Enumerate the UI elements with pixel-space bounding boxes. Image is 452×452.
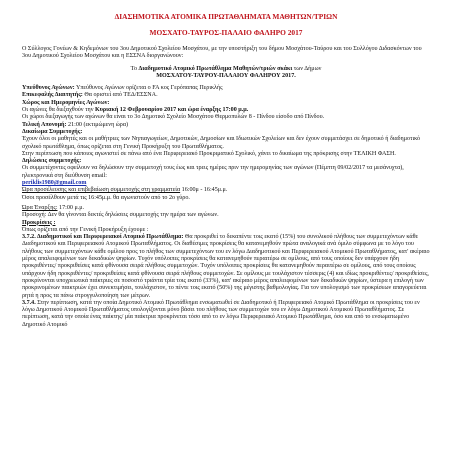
arbiter-line: Επικεφαλής Διαιτητής: Θα οριστεί από ΤΕΔ/ΕΣΣΝΑ. [22,92,158,99]
venue-heading: Χώρος και Ημερομηνίες Αγώνων: [22,99,110,106]
eligibility-text: Έχουν όλοι οι μαθητές και οι μαθήτριες των Νηπιαγωγείων, Δημοτικών, Δημοσίων και Ιδιωτικών Σχολείων και δεν έχουν συμμετάσχει σε δημοτικό ή διαδημοτικό σχολικό πρωτάθλημα, όπως ορίζεται στη Γενική Προκήρυξη του Πρωταθλήματος. [22,136,421,150]
start-time-line: Ώρα Έναρξης: 17:00 μ.μ. [22,204,85,211]
championship-municipalities: ΜΟΣΧΑΤΟΥ-ΤΑΥΡΟΥ-ΠΑΛΑΙΟΥ ΦΑΛΗΡΟΥ 2017. [156,72,296,79]
eligibility-note: Στην περίπτωση που κάποιος αγωνιστεί σε πάνω από ένα Περιφερειακό Προκριματικό Σχολικό, χάνει το δικαίωμα της πρόκρισης στην ΤΕΛΙΚΗ ΦΑΣΗ. [22,150,396,157]
championship-heading: Το Διαδημοτικό Ατομικό Πρωτάθλημα Μαθητών/τριών σκάκι των Δήμων [130,65,322,72]
eligibility-heading: Δικαίωμα Συμμετοχής: [22,128,83,135]
document-subtitle: ΜΟΣΧΑΤΟ-ΤΑΥΡΟΣ-ΠΑΛΑΙΟ ΦΑΛΗΡΟ 2017 [149,28,303,37]
registration-heading: Δηλώσεις συμμετοχής: [22,158,82,165]
email-line [22,180,430,187]
warning-note: Προσοχή: Δεν θα γίνονται δεκτές δηλώσεις συμμετοχής την ημέρα των αγώνων. [22,212,219,219]
email-link[interactable]: periklis1980@gmail.com [22,180,87,187]
section-372: 3.7.2. Διαδημοτικοί και Περιφερειακοί Ατομικό Πρωτάθλημα: Θα προκριθεί το δεκαπέντε τοις εκατό (15%) του συνολικού πλήθους των συμμετεχόντων κάθε Διαδημοτικού και Περιφερειακού Ατομικού Πρωταθλήματος. Οι διαθέσιμες προκρίσεις θα κατανεμηθούν πρώτα αναλογικά ανά όμιλο σύμφωνα με το λόγο του πλήθους των συμμετεχόντων κάθε ομίλου προς το πλήθος των συμμετεχόντων του εν λόγω Διαδημοτικού και Περιφερειακού Ατομικού Πρωταθλήματος, κατ' ακέραιο μέρος απαλειφομένων των δεκαδικών ψηφίων. Τυχόν υπόλοιπες προκρίσεις θα κατανεμηθούν περαιτέρω σε ομίλους, από τους οποίους δεν υπάρχουν ήδη προκριθέντες/ προκριθείσες κατά φθίνουσα σειρά πλήθους συμμετοχών. Τυχόν υπόλοιπες προκρίσεις θα κατανεμηθούν περαιτέρω σε ομίλους, από τους οποίους υπάρχουν ήδη προκριθέντες/ προκριθείσες κατά φθίνουσα σειρά πλήθους συμμετοχών. Σε ομίλους με τουλάχιστον τέσσερις (4) και ιδίως προκριθέντες/ προκριθείσες, προκρίνονται υποχρεωτικά παίκτριες σε ποσοστό τριάντα τρία τοις εκατό (33%), κατ' ακέραιο μέρος απαλειφομένων των δεκαδικών ψηφίων, ύστερα η επιλογή των προκρινομένων παικτριών έχει συνεκτιμήσει, τουλάχιστον, το πέντε τοις εκατό (50%) της μέγιστης βαθμολογίας. Για τον υπολογισμό των προκρίσεων απαγορεύεται ρητά η προς τα πάνω στρογγυλοποίηση των μέτρων. [22,234,430,299]
arrival-line: Ώρα προσέλευσης και επιβεβαίωση συμμετοχής στη γραμματεία 16:00μ - 16:45μ.μ. [22,187,228,194]
venue-location: Οι χώροι διεξαγωγής των αγώνων θα είναι το 3ο Δημοτικό Σχολείο Μοσχάτου Θερμοπυλών 8 - Πίνδου είσοδο από Πίνδου. [22,114,325,121]
award-line: Τελική Απονομή: 21:00 (εκτιμώμενη ώρα) [22,121,129,128]
qualifications-intro: Όπως ορίζεται από την Γενική Προκήρυξη έχουμε : [22,226,149,233]
registration-text: Οι συμμετέχοντες οφείλουν να δηλώσουν την συμμετοχή τους έως και τρεις ημέρες πριν την ημερομηνίας των αγώνων (Πέμπτη 09/02/2017 τα μεσάνυχτα), ηλεκτρονικά στη διεύθυνση email: [22,165,404,179]
document-title: ΔΙΑΣΗΜΟΤΙΚΑ ΑΤΟΜΙΚΑ ΠΡΩΤΑΘΛΗΜΑΤΑ ΜΑΘΗΤΩΝ/ΤΡΙΩΝ [114,12,338,21]
venue-date-line: Οι αγώνες θα διεξαχθούν την Κυριακή 12 Φεβρουαρίου 2017 και ώρα έναρξης 17:00 μ.μ. [22,107,249,114]
late-arrival-note: Όσοι προσέλθουν μετά τις 16:45μ.μ. θα αγωνιστούν από το 2ο γύρο. [22,194,190,201]
section-374: 3.7.4. Στην περίπτωση, κατά την οποία Δημοτικό Ατομικό Πρωτάθλημα ενσωματωθεί σε Διαδημοτικό ή Περιφερειακό Ατομικό Πρωτάθλημα οι προκρίσεις του εν λόγω Δημοτικού Ατομικού Πρωταθλήματος υπολογίζονται μόνο βάσει του πλήθους των συμμετοχών του εν λόγω Δημοτικού Ατομικού Πρωταθλήματος. Σε περίπτωση, κατά την οποία ένας παίκτης/ μία παίκτρια προκρίνεται τόσο από το εν λόγω Περιφερειακό Ατομικό Πρωτάθλημα, όσο και από το ενσωματωμένο Δημοτικό Ατομικό [22,299,420,328]
intro-paragraph: Ο Σύλλογος Γονέων & Κηδεμόνων του 3ου Δημοτικού Σχολείου Μοσχάτου, με την υποστήριξη του δήμου Μοσχάτου-Ταύρου και του Συλλόγου Διδασκόντων του 3ου Δημοτικού Σχολείου Μοσχάτου και η ΕΣΣΝΑ διοργανώνουν: [22,46,422,60]
qualifications-heading: Προκρίσεις : [22,219,56,226]
responsible-line: Υπεύθυνος Αγώνων: Υπεύθυνος Αγώνων ορίζεται ο FA κος Γερόπαπας Περικλής [22,85,223,92]
